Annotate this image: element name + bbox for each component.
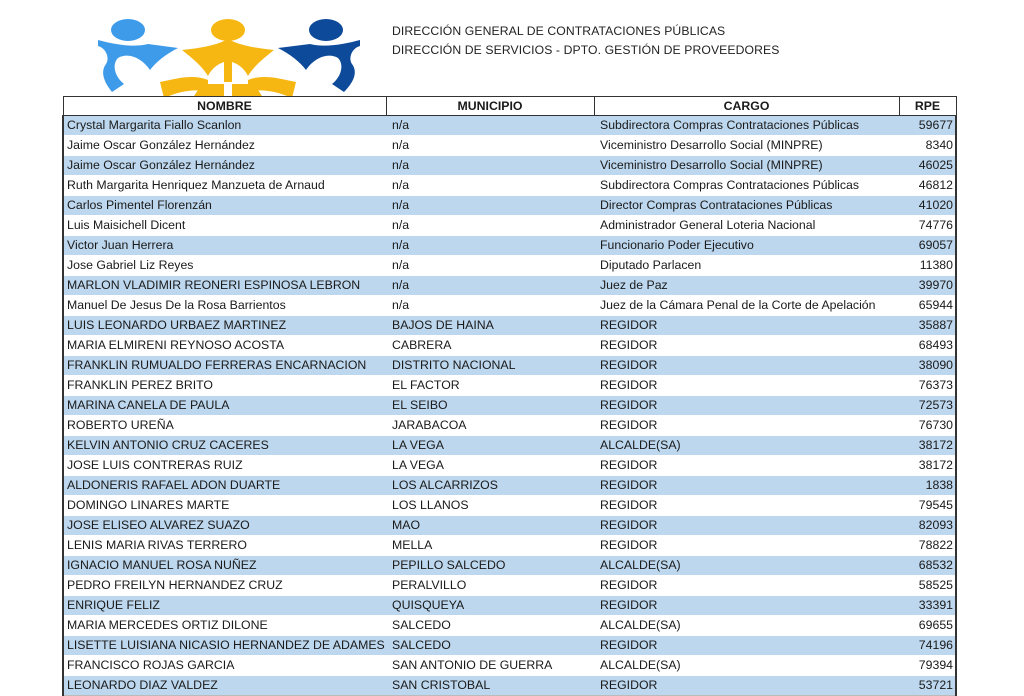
logo-figure-center bbox=[160, 19, 296, 98]
table-row bbox=[63, 556, 956, 576]
cell-cargo: REGIDOR bbox=[594, 536, 899, 556]
cell-rpe: 68493 bbox=[899, 336, 956, 356]
cell-cargo: REGIDOR bbox=[594, 496, 899, 516]
cell-nombre: IGNACIO MANUEL ROSA NUÑEZ bbox=[63, 556, 386, 576]
table-row bbox=[63, 456, 956, 476]
cell-municipio: QUISQUEYA bbox=[386, 596, 594, 616]
column-header-nombre: NOMBRE bbox=[63, 97, 386, 116]
cell-cargo: REGIDOR bbox=[594, 456, 899, 476]
cell-municipio: DISTRITO NACIONAL bbox=[386, 356, 594, 376]
cell-municipio: n/a bbox=[386, 216, 594, 236]
cell-rpe: 79545 bbox=[899, 496, 956, 516]
cell-municipio: PERALVILLO bbox=[386, 576, 594, 596]
cell-rpe: 59677 bbox=[899, 116, 956, 136]
cell-rpe: 1838 bbox=[899, 476, 956, 496]
cell-cargo: ALCALDE(SA) bbox=[594, 656, 899, 676]
table-row bbox=[63, 116, 956, 136]
cell-municipio: n/a bbox=[386, 296, 594, 316]
cell-rpe: 74196 bbox=[899, 636, 956, 656]
cell-cargo: Director Compras Contrataciones Públicas bbox=[594, 196, 899, 216]
cell-municipio: LOS ALCARRIZOS bbox=[386, 476, 594, 496]
cell-municipio: LA VEGA bbox=[386, 456, 594, 476]
table-row bbox=[63, 676, 956, 696]
column-header-municipio: MUNICIPIO bbox=[386, 97, 594, 116]
table-body bbox=[63, 116, 956, 696]
cell-cargo: ALCALDE(SA) bbox=[594, 436, 899, 456]
cell-nombre: Ruth Margarita Henriquez Manzueta de Arnaud bbox=[63, 176, 386, 196]
cell-cargo: REGIDOR bbox=[594, 416, 899, 436]
cell-nombre: JOSE LUIS CONTRERAS RUIZ bbox=[63, 456, 386, 476]
people-circle-logo-icon bbox=[98, 18, 360, 98]
organization-header bbox=[392, 22, 779, 60]
cell-cargo: ALCALDE(SA) bbox=[594, 616, 899, 636]
cell-rpe: 46812 bbox=[899, 176, 956, 196]
cell-municipio: n/a bbox=[386, 136, 594, 156]
cell-rpe: 69057 bbox=[899, 236, 956, 256]
table-row bbox=[63, 496, 956, 516]
cell-municipio: EL FACTOR bbox=[386, 376, 594, 396]
cell-cargo: Subdirectora Compras Contrataciones Públicas bbox=[594, 176, 899, 196]
cell-nombre: ENRIQUE FELIZ bbox=[63, 596, 386, 616]
column-header-cargo: CARGO bbox=[594, 97, 899, 116]
cell-cargo: Viceministro Desarrollo Social (MINPRE) bbox=[594, 136, 899, 156]
cell-rpe: 65944 bbox=[899, 296, 956, 316]
cell-nombre: LUIS LEONARDO URBAEZ MARTINEZ bbox=[63, 316, 386, 336]
cell-cargo: REGIDOR bbox=[594, 516, 899, 536]
cell-rpe: 38172 bbox=[899, 436, 956, 456]
cell-cargo: REGIDOR bbox=[594, 356, 899, 376]
table-row bbox=[63, 336, 956, 356]
suppliers-table bbox=[62, 96, 957, 696]
cell-rpe: 41020 bbox=[899, 196, 956, 216]
cell-rpe: 8340 bbox=[899, 136, 956, 156]
cell-cargo: REGIDOR bbox=[594, 336, 899, 356]
cell-rpe: 38172 bbox=[899, 456, 956, 476]
table-row bbox=[63, 236, 956, 256]
cell-rpe: 76730 bbox=[899, 416, 956, 436]
table-row bbox=[63, 516, 956, 536]
cell-nombre: LISETTE LUISIANA NICASIO HERNANDEZ DE ADAMES bbox=[63, 636, 386, 656]
cell-municipio: MELLA bbox=[386, 536, 594, 556]
cell-nombre: ALDONERIS RAFAEL ADON DUARTE bbox=[63, 476, 386, 496]
cell-municipio: SALCEDO bbox=[386, 636, 594, 656]
cell-rpe: 78822 bbox=[899, 536, 956, 556]
cell-cargo: Administrador General Loteria Nacional bbox=[594, 216, 899, 236]
cell-nombre: DOMINGO LINARES MARTE bbox=[63, 496, 386, 516]
cell-nombre: LENIS MARIA RIVAS TERRERO bbox=[63, 536, 386, 556]
cell-municipio: SAN ANTONIO DE GUERRA bbox=[386, 656, 594, 676]
table-row bbox=[63, 396, 956, 416]
cell-municipio: LA VEGA bbox=[386, 436, 594, 456]
cell-cargo: REGIDOR bbox=[594, 396, 899, 416]
cell-rpe: 74776 bbox=[899, 216, 956, 236]
cell-cargo: REGIDOR bbox=[594, 476, 899, 496]
cell-municipio: n/a bbox=[386, 276, 594, 296]
cell-rpe: 39970 bbox=[899, 276, 956, 296]
table-row bbox=[63, 196, 956, 216]
cell-nombre: Crystal Margarita Fiallo Scanlon bbox=[63, 116, 386, 136]
cell-cargo: REGIDOR bbox=[594, 596, 899, 616]
cell-municipio: EL SEIBO bbox=[386, 396, 594, 416]
cell-rpe: 76373 bbox=[899, 376, 956, 396]
cell-cargo: Subdirectora Compras Contrataciones Públicas bbox=[594, 116, 899, 136]
table-row bbox=[63, 296, 956, 316]
cell-cargo: Viceministro Desarrollo Social (MINPRE) bbox=[594, 156, 899, 176]
cell-rpe: 53721 bbox=[899, 676, 956, 696]
cell-cargo: Juez de Paz bbox=[594, 276, 899, 296]
table-row bbox=[63, 156, 956, 176]
cell-municipio: PEPILLO SALCEDO bbox=[386, 556, 594, 576]
table-row bbox=[63, 596, 956, 616]
cell-rpe: 35887 bbox=[899, 316, 956, 336]
cell-rpe: 82093 bbox=[899, 516, 956, 536]
column-header-rpe: RPE bbox=[899, 97, 956, 116]
table-row bbox=[63, 356, 956, 376]
cell-nombre: PEDRO FREILYN HERNANDEZ CRUZ bbox=[63, 576, 386, 596]
cell-rpe: 68532 bbox=[899, 556, 956, 576]
cell-municipio: SAN CRISTOBAL bbox=[386, 676, 594, 696]
table-row bbox=[63, 376, 956, 396]
cell-nombre: MARIA MERCEDES ORTIZ DILONE bbox=[63, 616, 386, 636]
table-row bbox=[63, 416, 956, 436]
cell-nombre: FRANKLIN RUMUALDO FERRERAS ENCARNACION bbox=[63, 356, 386, 376]
cell-cargo: Diputado Parlacen bbox=[594, 256, 899, 276]
cell-municipio: LOS LLANOS bbox=[386, 496, 594, 516]
cell-cargo: REGIDOR bbox=[594, 376, 899, 396]
cell-cargo: REGIDOR bbox=[594, 676, 899, 696]
table-row bbox=[63, 616, 956, 636]
cell-nombre: Carlos Pimentel Florenzán bbox=[63, 196, 386, 216]
table-row bbox=[63, 476, 956, 496]
table-header-row bbox=[63, 97, 956, 116]
cell-nombre: Jaime Oscar González Hernández bbox=[63, 156, 386, 176]
cell-rpe: 72573 bbox=[899, 396, 956, 416]
cell-municipio: n/a bbox=[386, 176, 594, 196]
table-row bbox=[63, 636, 956, 656]
cell-nombre: ROBERTO UREÑA bbox=[63, 416, 386, 436]
cell-municipio: BAJOS DE HAINA bbox=[386, 316, 594, 336]
cell-nombre: JOSE ELISEO ALVAREZ SUAZO bbox=[63, 516, 386, 536]
table-row bbox=[63, 316, 956, 336]
cell-nombre: Victor Juan Herrera bbox=[63, 236, 386, 256]
cell-rpe: 58525 bbox=[899, 576, 956, 596]
cell-rpe: 79394 bbox=[899, 656, 956, 676]
cell-nombre: MARIA ELMIRENI REYNOSO ACOSTA bbox=[63, 336, 386, 356]
cell-municipio: CABRERA bbox=[386, 336, 594, 356]
table-row bbox=[63, 216, 956, 236]
table-row bbox=[63, 256, 956, 276]
cell-nombre: MARINA CANELA DE PAULA bbox=[63, 396, 386, 416]
cell-cargo: REGIDOR bbox=[594, 576, 899, 596]
cell-rpe: 69655 bbox=[899, 616, 956, 636]
table-row bbox=[63, 276, 956, 296]
table-row bbox=[63, 176, 956, 196]
cell-municipio: n/a bbox=[386, 156, 594, 176]
cell-nombre: Manuel De Jesus De la Rosa Barrientos bbox=[63, 296, 386, 316]
cell-nombre: MARLON VLADIMIR REONERI ESPINOSA LEBRON bbox=[63, 276, 386, 296]
cell-cargo: Juez de la Cámara Penal de la Corte de Apelación bbox=[594, 296, 899, 316]
org-title: DIRECCIÓN GENERAL DE CONTRATACIONES PÚBLICAS bbox=[392, 24, 726, 38]
table-row bbox=[63, 576, 956, 596]
cell-cargo: REGIDOR bbox=[594, 316, 899, 336]
cell-rpe: 33391 bbox=[899, 596, 956, 616]
cell-nombre: Jose Gabriel Liz Reyes bbox=[63, 256, 386, 276]
cell-cargo: Funcionario Poder Ejecutivo bbox=[594, 236, 899, 256]
cell-cargo: ALCALDE(SA) bbox=[594, 556, 899, 576]
cell-municipio: MAO bbox=[386, 516, 594, 536]
cell-nombre: Jaime Oscar González Hernández bbox=[63, 136, 386, 156]
table-row bbox=[63, 656, 956, 676]
table-row bbox=[63, 536, 956, 556]
cell-cargo: REGIDOR bbox=[594, 636, 899, 656]
cell-municipio: n/a bbox=[386, 236, 594, 256]
cell-rpe: 46025 bbox=[899, 156, 956, 176]
cell-municipio: JARABACOA bbox=[386, 416, 594, 436]
cell-municipio: SALCEDO bbox=[386, 616, 594, 636]
org-subtitle: DIRECCIÓN DE SERVICIOS - DPTO. GESTIÓN DE PROVEEDORES bbox=[392, 43, 780, 57]
cell-rpe: 11380 bbox=[899, 256, 956, 276]
cell-municipio: n/a bbox=[386, 196, 594, 216]
cell-nombre: KELVIN ANTONIO CRUZ CACERES bbox=[63, 436, 386, 456]
cell-nombre: FRANCISCO ROJAS GARCIA bbox=[63, 656, 386, 676]
table-row bbox=[63, 136, 956, 156]
cell-rpe: 38090 bbox=[899, 356, 956, 376]
cell-nombre: LEONARDO DIAZ VALDEZ bbox=[63, 676, 386, 696]
table-row bbox=[63, 436, 956, 456]
cell-nombre: Luis Maisichell Dicent bbox=[63, 216, 386, 236]
cell-municipio: n/a bbox=[386, 256, 594, 276]
cell-nombre: FRANKLIN PEREZ BRITO bbox=[63, 376, 386, 396]
cell-municipio: n/a bbox=[386, 116, 594, 136]
